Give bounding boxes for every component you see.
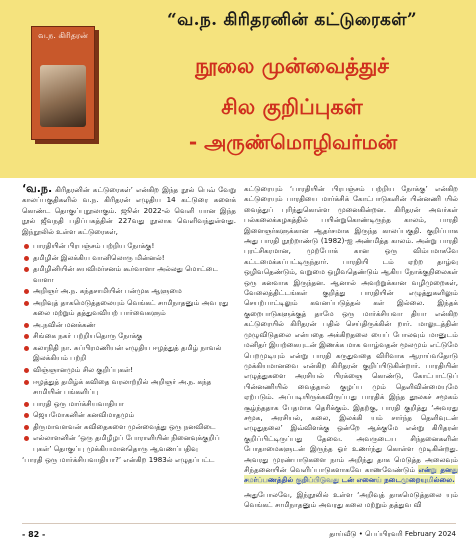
list-item: அறிவுத் தாகமெடுத்தலையும் வெங்கட் சாமிநாதனும் அவ ரது கலை மற்றும் தத்துவவியற் பார்வைகளும் bbox=[22, 298, 236, 319]
essay-list bbox=[22, 241, 236, 454]
list-item: அறிஞர் அ.ந. கந்தசாமியின் பன்முக ஆளுமை bbox=[22, 286, 236, 296]
body-text: கட்டுரையும் ‘பாரதியின் பிரபஞ்சம் பற்றிய நோக்கு’ என்கிற கட்டுரையும் பாரதியை மார்க்சிக் கோட்பாடுகளின் பின்னணி யில் வைத்துப் புரிந்துகொள்ள முனைகின்றன. கிரிதரன் அவர்கள் பல்கலைக்கழகத்தில் பயின்றுகொண்டிருந்த காலம், பாரதி இளைஞர்களுக்கான ஆதர்சமாக இருந்த காலப்பகுதி. குறிப்பாக அது பாரதி நூற்றாண்டு (1982)-ஐ அண்மித்த காலம். அன்று பாரதி புரட்சிகரமான, முற்போக் கான ஒரு விம்பமாகவே கட்டமைக்கப்பட்டிருந்தார். பாரதியி டம் ஏற்ற தாழ்வு ஒழிவதெண்டும், வறுமை ஒழிவதெண்டும் ஆகிய நோக்குநிலைகள் ஒரு கனவாக இருந்தன. ஆனால் அவற்றுக்கான வழிமுறைகள், வேலைத்திட்டங்கள் குறித்து பாரதியின் எழுத்துகளிலும் செயற்பாட்டிலும் கவனப்படுத்தல் கள் இல்லை. இந்தக் குறைபாடுகளுக்குத் தாமே ஒரு மார்க்சியவா தியா என்கிற கட்டுரையில் கிரிதரன் பதில் செய்திருக்கின் றார். மாலுடத்தின் முழுவிடுதலை என்பதை அக்கிறதலை யைப் போலவும் மானுடம் மனிதர் இயற்கையுடன் இணக்க மாக வாழ்வதன் மூலமும் எட்டுமே பெறமுடியும் என்று பாரதி கருதுவதை விரிவாக ஆராய்வதோடு முக்கியமானவை என்கிற கிரிதரன் குறிப்பிடுகின்றார். பாரதியின் எழுத்துகளை அரசியல் பிரக்ஞை கொண்டு, கோட்பாட்டுப் பின்னணியில் வைத்தால் குழப்ப மும் தெளிவின்மையுமே ஏற்படும். அப்படியிருக்கவிருப்பது பாரதிக் இந்த தூலகச் சமூகம் சூழ்ந்ததாக பேதமாக தெரிக்கும். இதற்கு, பாரதி குறித்து ‘அவரது சமூக, அரசியல், கலை, இலக்கி யம் சார்ந்த தெளிவுடன் எழுதுதலை’ இவ்விளக்கு ஒன்றே ஆக்குமே என்று கிரிதரன் குறிப்பிட்டிருப்பது தேவை. அவருடைய சிந்தனைகளின் போதாமைகளுடன் இருந்த ஓர் உணர்ந்து கொள்ள முடிகின்றது. அவரது முரண்பாடுகளை நாம் அறிந்து தாக மெடுத்த அலைவும் சிந்தனையின் வெளிப்பாடுகளாகவே காணவேண்டும் bbox=[244, 184, 458, 474]
page-number: - 82 - bbox=[22, 530, 46, 539]
footer-divider bbox=[22, 523, 456, 524]
list-item: தமிழின் இலக்கிய வானிலொரு மின்னல்! bbox=[22, 253, 236, 263]
list-item: விஞ்ஞானமும் சில குறிப்புகள்! bbox=[22, 365, 236, 375]
list-item: தமிழினியின் சுயவிமர்சனம் கூர்வாளா அல்லது மொட்டை வாளா bbox=[22, 264, 236, 285]
list-item: அ.நவின் மனக்கண் bbox=[22, 320, 236, 330]
banner-heading-line1: “வ.ந. கிரிதரனின் கட்டுரைகள்” bbox=[167, 10, 417, 30]
highlighted-text: என்று தனது சமர்ப்பணத்தில் குறிப்பிடுவது டன் எனைய் நடைமுறையுமில்லை. bbox=[244, 464, 458, 485]
list-item: பாரதியின் பிரபஞ்சம் பற்றிய நோக்கு! bbox=[22, 241, 236, 251]
dropcap: ‘வ.ந. bbox=[22, 182, 53, 195]
left-ending-paragraph: ‘பாரதி ஒரு மார்க்சியவாதியா?’ என்கிற 1983ல் எழுதப்பட்ட bbox=[22, 455, 215, 465]
list-item: திருமாவளவன் கவிதைகளை முன்வைத்து ஒரு நனவிடை bbox=[22, 422, 236, 432]
list-item: ஈழத்துத் தமிழ்க் கவிதை வரலாற்றில் அறிஞர் அ.ந. கந்த சாமியின் பங்களிப்பு bbox=[22, 377, 236, 398]
list-item: கலாநிதி நா. சுப்பிரமணியன் எழுதிய ஈழத்துத் தமிழ் நாவல் இலக்கியம் பற்றி bbox=[22, 343, 236, 364]
book-cover-title: வ.ந. கிரிதரன் bbox=[38, 31, 88, 40]
list-item: பாரதி ஒரு மார்க்சியவாதியா bbox=[22, 399, 236, 409]
list-item: எல்லாளனின் ‘ஒரு தமிழீழப் போராளியின் நினைவுக்குறிப் புகள்’ தொகுப்பு முக்கியமானதொரு ஆவணப்பதிவு bbox=[22, 433, 236, 454]
author-portrait-image bbox=[40, 65, 86, 127]
article-author: - அருண்மொழிவர்மன் bbox=[188, 130, 398, 154]
intro-paragraph bbox=[22, 184, 236, 237]
magazine-info: தாய்வீடு • பெப்பிரவரி February 2024 bbox=[329, 530, 456, 538]
body-paragraph: அதுபோலவே, இந்நூலில் உள்ள ‘அறிவுத் தாகமெடுத்தலை யும் வெங்கட் சாமிநாதனும் அவரது கலை மற்றும் தத்துவ வி bbox=[244, 489, 458, 510]
body-paragraph bbox=[244, 184, 458, 486]
banner-heading-line3: சில குறிப்புகள் bbox=[221, 95, 363, 119]
title-banner bbox=[0, 0, 476, 178]
list-item: சிங்கை நகர் பற்றியதொரு நோக்கு bbox=[22, 331, 236, 341]
right-column bbox=[244, 184, 458, 515]
book-cover-image bbox=[31, 26, 95, 140]
banner-heading-line2: நூலை முன்வைத்துச் bbox=[195, 54, 389, 78]
left-column bbox=[22, 184, 236, 470]
list-item: ஜெயமோகனின் கனவிமாதமும் bbox=[22, 410, 236, 420]
intro-text: கிரிதரனின் கட்டுரைகள்’ என்கிற இந்த நூல் பெவ் வேறு காலப்பகுதிகளில் வ.ந. கிரிதரன் எழுதிய 14 கட்டுரை களைக் கொண்ட தொகுப்புநூலாகும். ஜூன் 2022-ல் வெளி யான இந்த நூல் ஜீவநதி பதிப்பகத்தின் 227வது நூலாக வெளிவந்துள்ளது. இந்நூலில் உள்ள கட்டுரைகள், bbox=[22, 185, 236, 236]
